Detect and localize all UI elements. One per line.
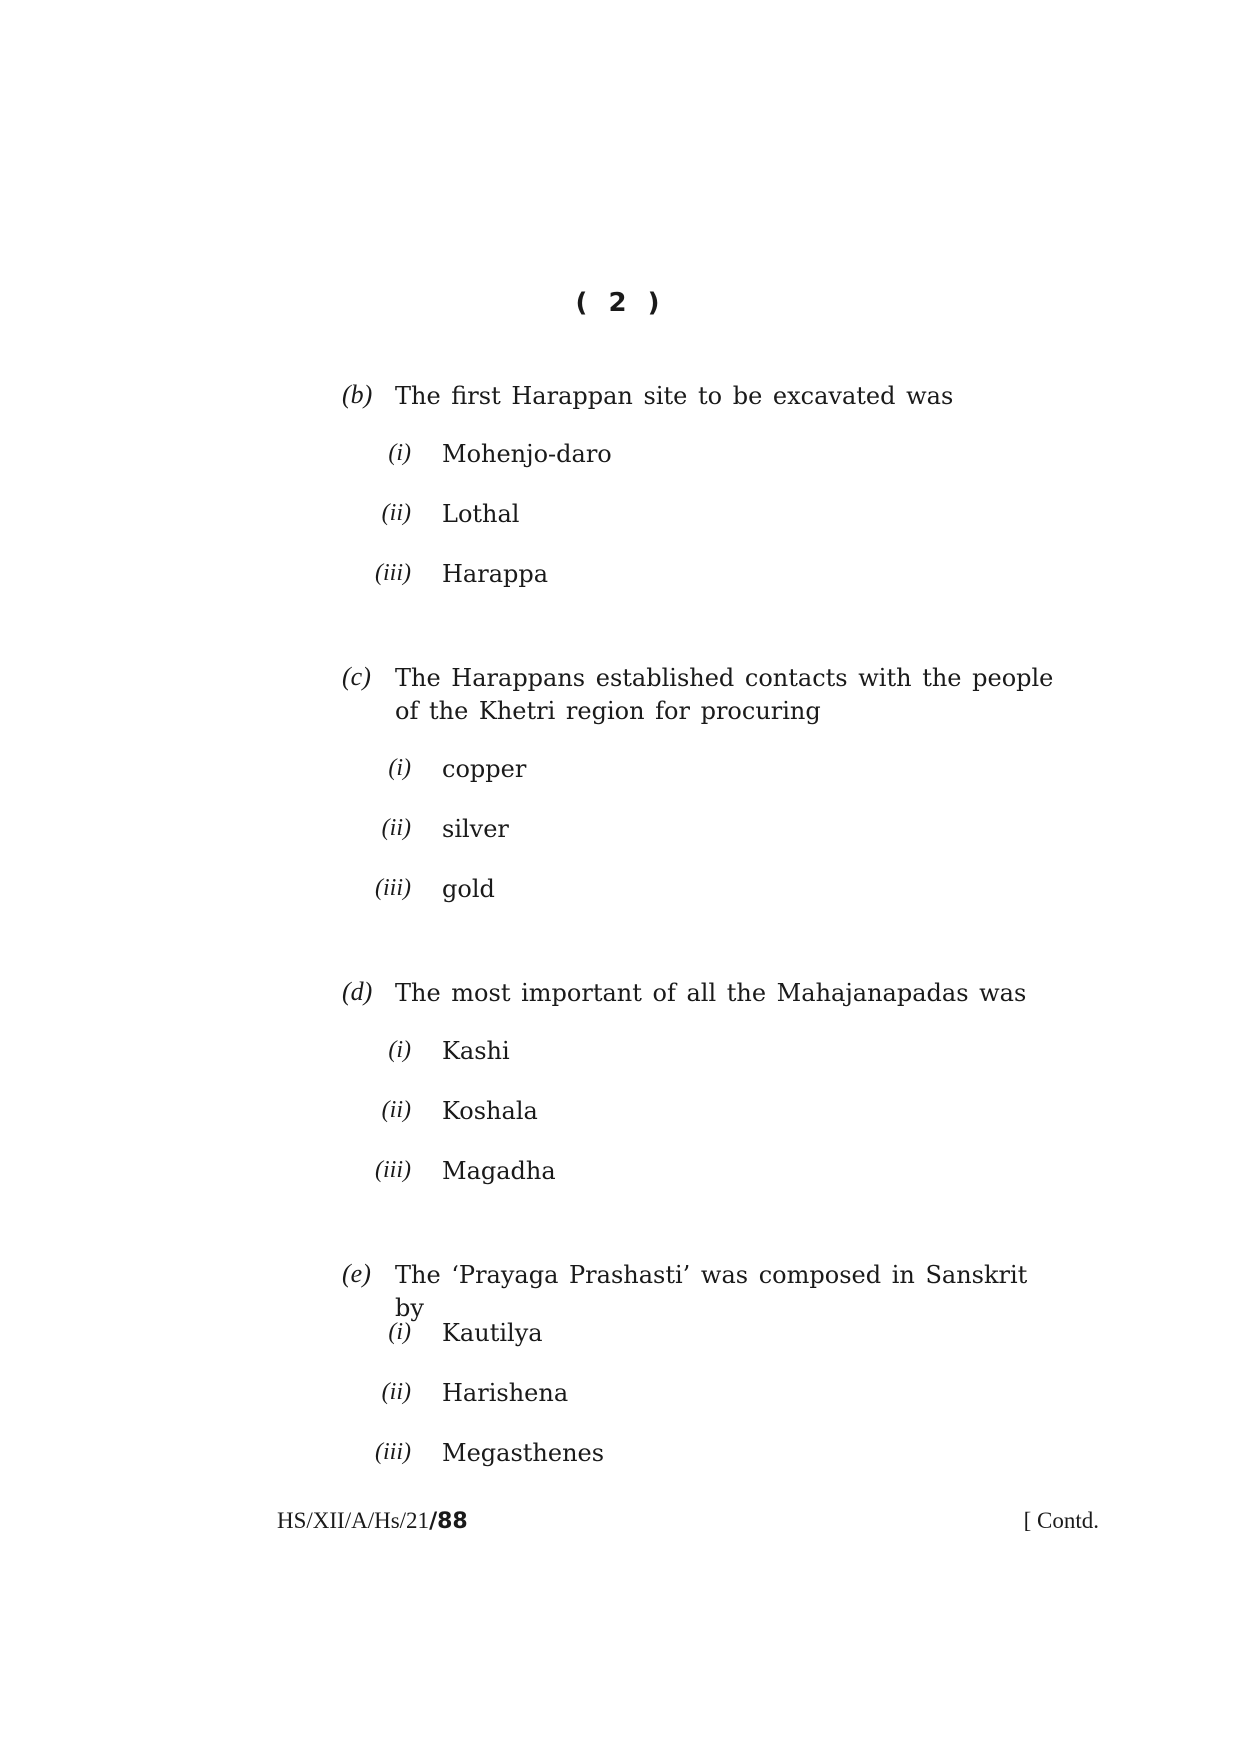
option-text: Kashi xyxy=(442,1037,510,1065)
option-item xyxy=(342,1037,1042,1071)
option-label: (i) xyxy=(388,1037,411,1063)
option-text: Lothal xyxy=(442,500,520,528)
option-label: (ii) xyxy=(381,815,411,841)
question-text: The Harappans established contacts with the people of the Khetri region for procuring xyxy=(395,664,1054,725)
paper-code xyxy=(277,1508,468,1534)
continued-label: [ Contd. xyxy=(1023,1508,1099,1533)
option-label: (iii) xyxy=(375,875,411,901)
question-label: (b) xyxy=(342,380,373,409)
question-label: (d) xyxy=(342,977,373,1006)
option-item xyxy=(342,1097,1042,1131)
option-item xyxy=(342,500,1042,534)
option-label: (ii) xyxy=(381,500,411,526)
option-label: (iii) xyxy=(375,1439,411,1465)
option-text: Megasthenes xyxy=(442,1439,605,1467)
option-label: (iii) xyxy=(375,560,411,586)
option-text: Magadha xyxy=(442,1157,556,1185)
option-item xyxy=(342,875,1042,909)
paper-code-suffix: /88 xyxy=(429,1509,468,1534)
option-item xyxy=(342,815,1042,849)
option-item xyxy=(342,1157,1042,1191)
option-text: gold xyxy=(442,875,495,903)
option-label: (iii) xyxy=(375,1157,411,1183)
option-item xyxy=(342,755,1042,789)
option-item xyxy=(342,1439,1042,1473)
option-label: (ii) xyxy=(381,1379,411,1405)
option-label: (i) xyxy=(388,755,411,781)
option-text: Koshala xyxy=(442,1097,538,1125)
option-item xyxy=(342,440,1042,474)
option-label: (i) xyxy=(388,440,411,466)
question-text: The most important of all the Mahajanapadas was xyxy=(395,979,1027,1007)
option-item xyxy=(342,1319,1042,1353)
question-text: The first Harappan site to be excavated was xyxy=(395,382,954,410)
option-label: (i) xyxy=(388,1319,411,1345)
option-label: (ii) xyxy=(381,1097,411,1123)
option-text: Harishena xyxy=(442,1379,569,1407)
option-text: Kautilya xyxy=(442,1319,543,1347)
option-item xyxy=(342,560,1042,594)
option-text: copper xyxy=(442,755,527,783)
option-text: silver xyxy=(442,815,509,843)
paper-code-prefix: HS/XII/A/Hs/21 xyxy=(277,1508,430,1533)
page-number: ( 2 ) xyxy=(575,288,666,318)
option-text: Harappa xyxy=(442,560,549,588)
question-label: (c) xyxy=(342,662,371,691)
option-text: Mohenjo-daro xyxy=(442,440,612,468)
question-text: The ‘Prayaga Prashasti’ was composed in Sanskrit by xyxy=(395,1261,1028,1322)
option-item xyxy=(342,1379,1042,1413)
question-label: (e) xyxy=(342,1259,371,1288)
